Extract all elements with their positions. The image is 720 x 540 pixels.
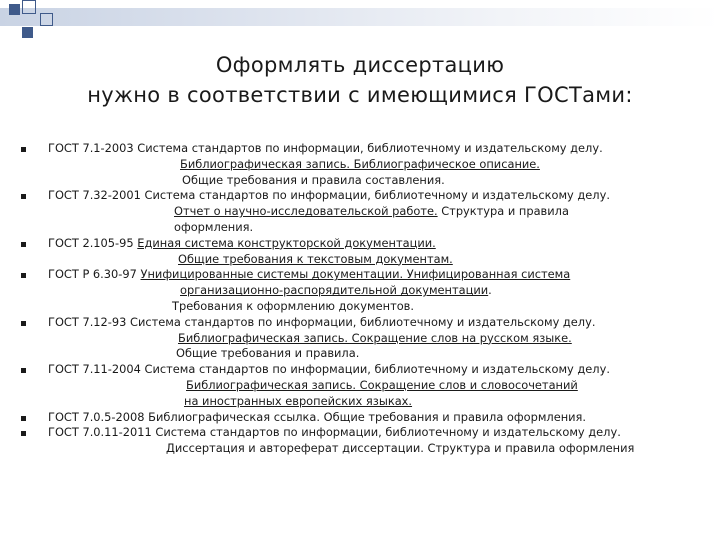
item-line: Общие требования и правила составления. — [182, 172, 445, 187]
list-item — [48, 141, 708, 188]
item-text: ГОСТ Р 6.30-97 — [48, 267, 141, 282]
decor-square-filled — [9, 4, 20, 15]
item-line — [48, 267, 708, 283]
title-line-2: нужно в соответствии с имеющимися ГОСТами: — [87, 83, 633, 107]
item-line: Требования к оформлению документов. — [172, 298, 415, 313]
item-line: Общие требования к текстовым документам. — [178, 251, 453, 266]
list-item — [48, 315, 708, 362]
item-text: Структура и правила — [437, 204, 569, 219]
square-bullet-icon — [21, 273, 26, 278]
slide-title — [0, 50, 720, 110]
square-bullet-icon — [21, 416, 26, 421]
gost-list — [48, 141, 708, 457]
item-line: Библиографическая запись. Библиографическое описание. — [180, 156, 540, 171]
item-underlined-text: Единая система конструкторской документации. — [137, 235, 436, 250]
item-line: ГОСТ 7.12-93 Система стандартов по информации, библиотечному и издательскому делу. — [48, 314, 596, 329]
item-text: ГОСТ 2.105-95 — [48, 235, 138, 250]
list-item — [48, 410, 708, 426]
decor-square-filled — [22, 27, 33, 38]
item-line: оформления. — [174, 219, 254, 234]
list-item — [48, 188, 708, 235]
item-text: . — [488, 283, 492, 298]
item-line: Библиографическая запись. Сокращение слов и словосочетаний — [186, 377, 578, 392]
item-underlined-text: Отчет о научно-исследовательской работе. — [174, 204, 438, 219]
square-bullet-icon — [21, 431, 26, 436]
item-line — [48, 236, 708, 252]
item-line: на иностранных европейских языках. — [184, 393, 413, 408]
item-line: Общие требования и правила. — [176, 346, 360, 361]
title-line-1: Оформлять диссертацию — [215, 53, 505, 77]
square-bullet-icon — [21, 321, 26, 326]
list-item — [48, 236, 708, 268]
item-underlined-text: организационно-распорядительной документации — [180, 283, 489, 298]
item-underlined-text: Унифицированные системы документации. Унифицированная система — [140, 267, 571, 282]
item-line: ГОСТ 7.32-2001 Система стандартов по информации, библиотечному и издательскому делу. — [48, 188, 610, 203]
item-line: ГОСТ 7.11-2004 Система стандартов по информации, библиотечному и издательскому делу. — [48, 362, 610, 377]
decor-square-outline — [40, 13, 53, 26]
list-item — [48, 362, 708, 409]
square-bullet-icon — [21, 242, 26, 247]
item-line: Диссертация и автореферат диссертации. Структура и правила оформления — [166, 441, 635, 456]
item-line: ГОСТ 7.0.5-2008 Библиографическая ссылка. Общие требования и правила оформления. — [48, 409, 587, 424]
list-item — [48, 267, 708, 314]
decor-square-outline — [22, 0, 36, 14]
item-line: Библиографическая запись. Сокращение слов на русском языке. — [178, 330, 572, 345]
square-bullet-icon — [21, 194, 26, 199]
square-bullet-icon — [21, 147, 26, 152]
square-bullet-icon — [21, 368, 26, 373]
item-line: ГОСТ 7.0.11-2011 Система стандартов по информации, библиотечному и издательскому делу. — [48, 425, 621, 440]
header-gradient-bar — [0, 8, 720, 26]
item-line: ГОСТ 7.1-2003 Система стандартов по информации, библиотечному и издательскому делу. — [48, 141, 603, 155]
item-line — [48, 204, 708, 220]
list-item — [48, 425, 708, 457]
item-line — [48, 283, 708, 299]
